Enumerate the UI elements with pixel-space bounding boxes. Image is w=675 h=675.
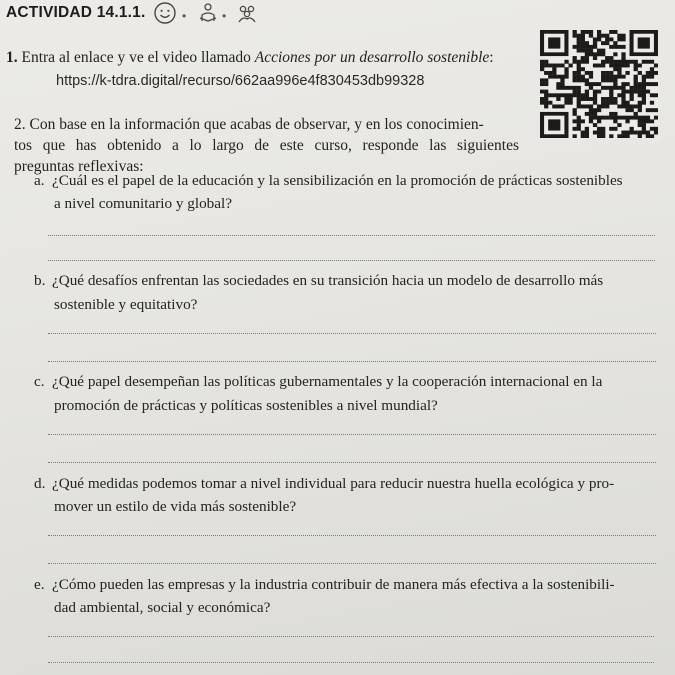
question-text: ¿Qué desafíos enfrentan las sociedades en su transición hacia un modelo de desarrollo más — [52, 272, 604, 289]
question-text: ¿Cuál es el papel de la educación y la sensibilización en la promoción de prácticas sostenibles — [52, 172, 623, 189]
question-letter: d. — [34, 475, 46, 492]
smiley-icon — [153, 1, 177, 25]
reading-person-icon — [196, 1, 220, 25]
question-e-line-1 — [34, 576, 615, 594]
answer-line[interactable] — [48, 434, 656, 435]
answer-line[interactable] — [48, 260, 655, 261]
video-title: Acciones por un desarrollo sostenible — [254, 49, 490, 66]
question-b-line-1 — [34, 272, 603, 290]
question-b-line-2: sostenible y equitativo? — [54, 296, 198, 313]
instruction-2-line-1: 2. Con base en la información que acabas de observar, y en los conocimien- — [14, 116, 484, 133]
qr-finder-pattern — [638, 37, 650, 48]
question-letter: b. — [34, 272, 46, 289]
instruction-1: 1. Entra al enlace y ve el video llamado Acciones por un desarrollo sostenible: — [6, 49, 494, 66]
group-icon — [235, 1, 259, 25]
question-d-line-2: mover un estilo de vida más sostenible? — [54, 498, 297, 515]
question-c-line-2: promoción de prácticas y políticas sostenibles a nivel mundial? — [54, 397, 438, 414]
question-a-line-2: a nivel comunitario y global? — [54, 195, 232, 212]
question-text: ¿Qué medidas podemos tomar a nivel individual para reducir nuestra huella ecológica y pro- — [52, 475, 615, 492]
question-c-line-1 — [34, 373, 602, 391]
question-e-line-2: dad ambiental, social y económica? — [54, 599, 271, 616]
answer-line[interactable] — [48, 235, 655, 236]
instruction-2-line-2: tos que has obtenido a lo largo de este curso, responde las siguientes — [14, 137, 519, 154]
answer-line[interactable] — [48, 333, 656, 334]
answer-line[interactable] — [48, 636, 654, 637]
instruction-1-number: 1. — [6, 49, 18, 66]
answer-line[interactable] — [48, 563, 656, 564]
question-text: ¿Qué papel desempeñan las políticas gubernamentales y la cooperación internacional en la — [52, 373, 603, 390]
answer-line[interactable] — [48, 462, 656, 463]
question-letter: c. — [34, 373, 45, 390]
question-a-line-1 — [34, 172, 623, 190]
separator-dot: • — [222, 9, 227, 23]
qr-finder-pattern — [548, 119, 560, 130]
question-letter: a. — [34, 172, 45, 189]
answer-line[interactable] — [48, 361, 656, 362]
question-text: ¿Cómo pueden las empresas y la industria contribuir de manera más efectiva a la sostenibili- — [52, 576, 615, 593]
qr-finder-pattern — [548, 37, 560, 48]
question-letter: e. — [34, 576, 45, 593]
answer-line[interactable] — [48, 535, 656, 536]
answer-line[interactable] — [48, 662, 654, 663]
separator-dot: • — [182, 9, 187, 23]
qr-code[interactable] — [540, 30, 658, 138]
activity-title: ACTIVIDAD 14.1.1. — [6, 4, 146, 21]
resource-link[interactable]: https://k-tdra.digital/recurso/662aa996e4f830453db99328 — [56, 73, 425, 89]
question-d-line-1 — [34, 475, 614, 493]
instruction-2-line-3: preguntas reflexivas: — [14, 158, 144, 175]
